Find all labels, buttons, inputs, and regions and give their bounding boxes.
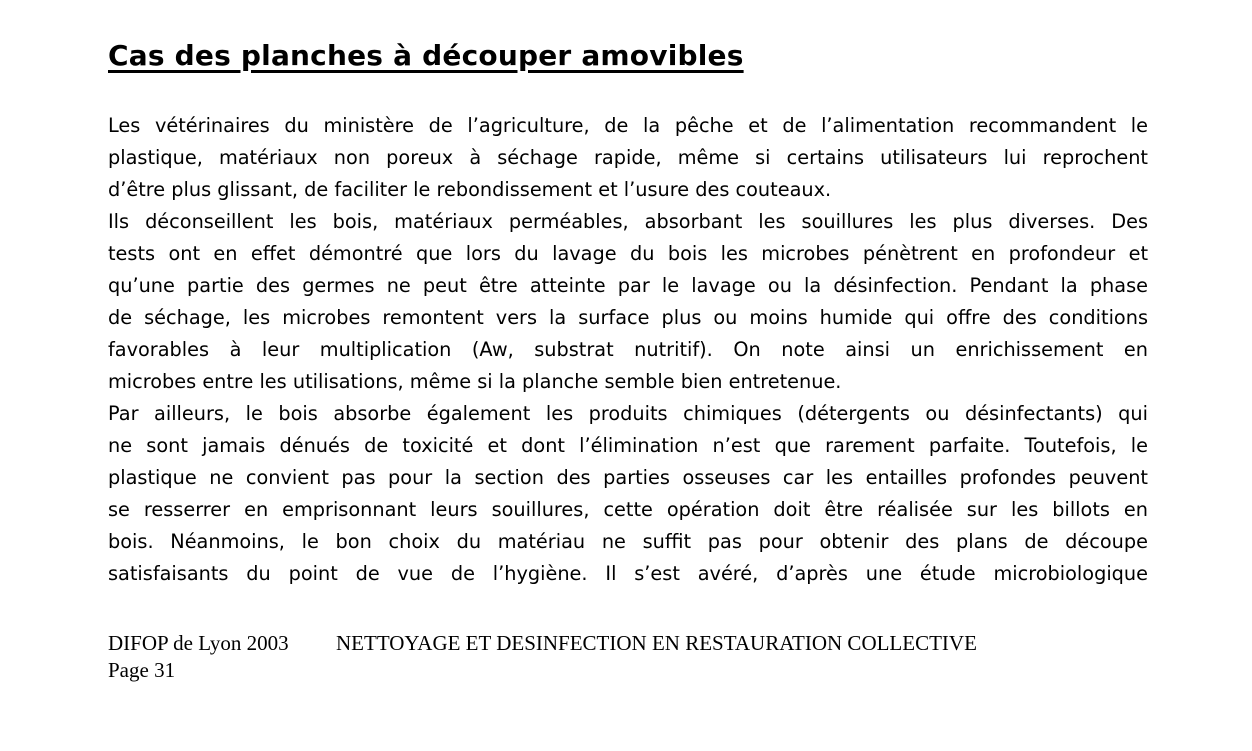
text-line: satisfaisants du point de vue de l’hygiène. Il s’est avéré, d’après une étude microbiologique xyxy=(108,562,1148,585)
text-line: plastique ne convient pas pour la section des parties osseuses car les entailles profondes peuvent xyxy=(108,466,1148,489)
footer-organization: DIFOP de Lyon 2003 xyxy=(108,631,289,655)
text-line: d’être plus glissant, de faciliter le rebondissement et l’usure des couteaux. xyxy=(108,178,832,201)
page-footer xyxy=(108,630,977,684)
footer-document-title: NETTOYAGE ET DESINFECTION EN RESTAURATION COLLECTIVE xyxy=(336,631,977,655)
text-line: ne sont jamais dénués de toxicité et dont l’élimination n’est que rarement parfaite. Toutefois, le xyxy=(108,434,1148,457)
page-number: Page 31 xyxy=(108,658,176,682)
text-line: tests ont en effet démontré que lors du lavage du bois les microbes pénètrent en profondeur et xyxy=(108,242,1148,265)
paragraph xyxy=(108,110,1148,206)
text-line: se resserrer en emprisonnant leurs souillures, cette opération doit être réalisée sur les billots en xyxy=(108,498,1148,521)
text-line: Par ailleurs, le bois absorbe également les produits chimiques (détergents ou désinfectants) qui xyxy=(108,402,1148,425)
paragraph xyxy=(108,206,1148,398)
text-line: de séchage, les microbes remontent vers la surface plus ou moins humide qui offre des conditions xyxy=(108,306,1148,329)
section-title: Cas des planches à découper amovibles xyxy=(108,39,744,72)
text-line: favorables à leur multiplication (Aw, substrat nutritif). On note ainsi un enrichissement en xyxy=(108,338,1148,361)
text-line: microbes entre les utilisations, même si la planche semble bien entretenue. xyxy=(108,370,842,393)
footer-line xyxy=(108,630,977,657)
text-line: Ils déconseillent les bois, matériaux perméables, absorbant les souillures les plus diverses. Des xyxy=(108,210,1148,233)
text-line: bois. Néanmoins, le bon choix du matériau ne suffit pas pour obtenir des plans de découpe xyxy=(108,530,1148,553)
paragraph xyxy=(108,398,1148,590)
body-text xyxy=(108,110,1148,590)
text-line: qu’une partie des germes ne peut être atteinte par le lavage ou la désinfection. Pendant la phase xyxy=(108,274,1148,297)
text-line: plastique, matériaux non poreux à séchage rapide, même si certains utilisateurs lui reprochent xyxy=(108,146,1148,169)
text-line: Les vétérinaires du ministère de l’agriculture, de la pêche et de l’alimentation recommandent le xyxy=(108,114,1148,137)
